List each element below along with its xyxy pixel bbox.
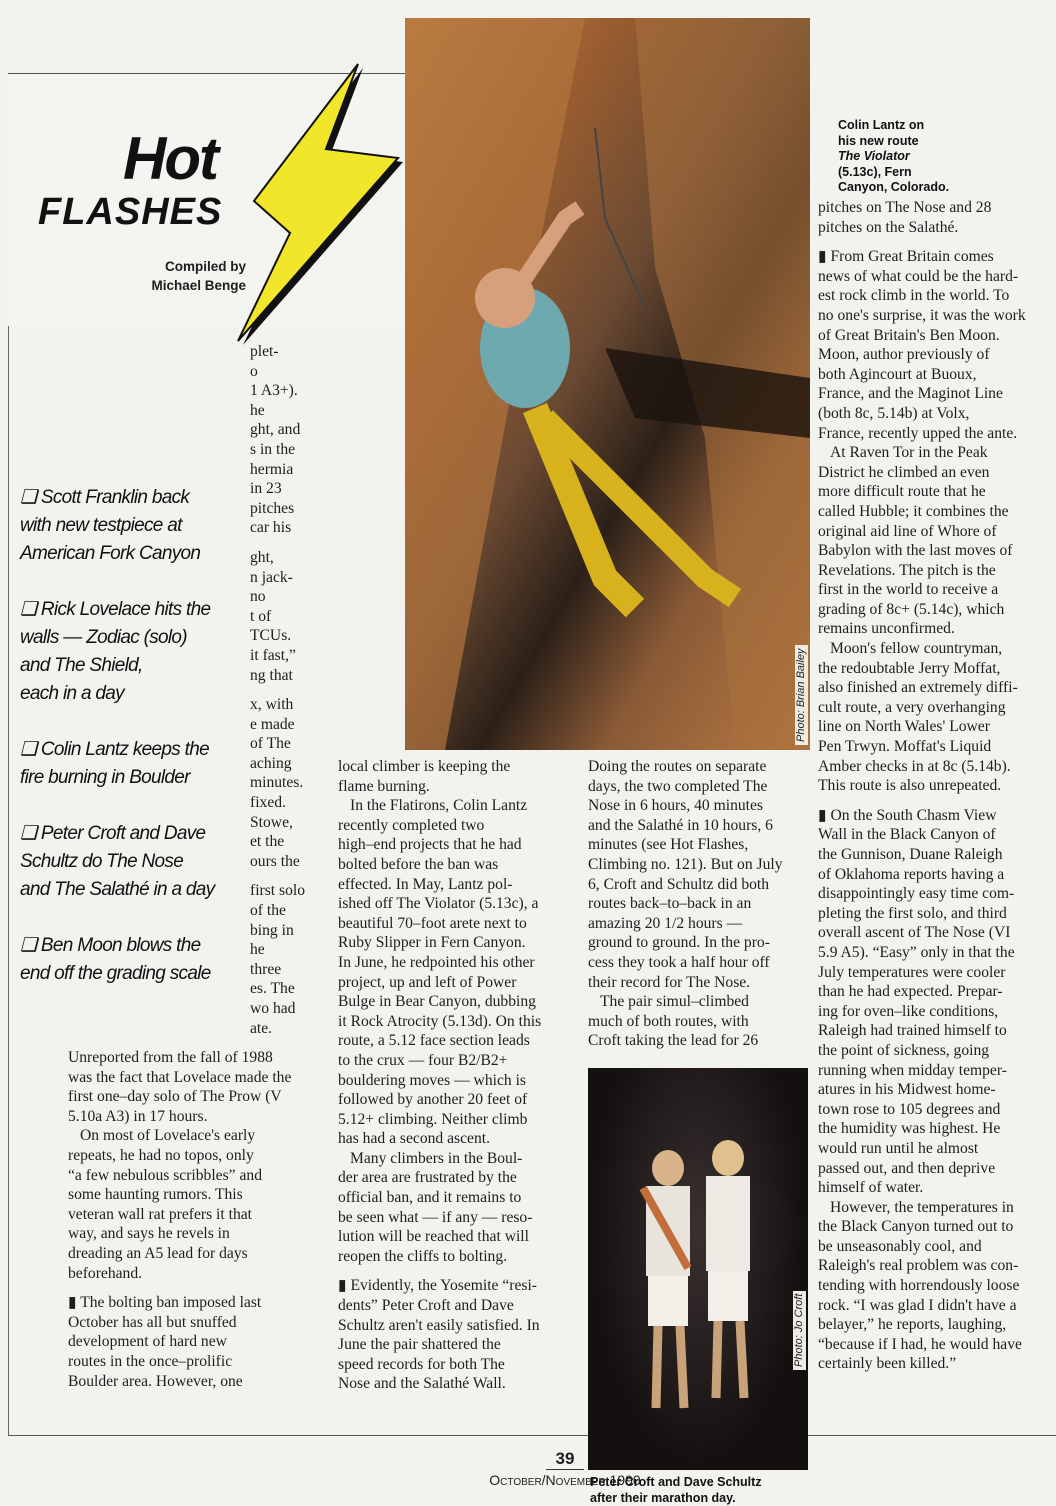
- text-line: their record for The Nose.: [588, 973, 783, 993]
- text-line: lution will be reached that will: [338, 1227, 541, 1247]
- text-line: TCUs.: [250, 626, 305, 646]
- text-line: June the pair shattered the: [338, 1335, 541, 1355]
- text-line: beforehand.: [68, 1264, 291, 1284]
- text-line: grading of 8c+ (5.14c), which: [818, 600, 1026, 620]
- text-line: es. The: [250, 979, 305, 999]
- text-line: days, the two completed The: [588, 777, 783, 797]
- text-line: in 23: [250, 479, 305, 499]
- partial-column: [250, 342, 305, 1038]
- text-line: “because if I had, he would have: [818, 1335, 1026, 1355]
- text-line: both Agincourt at Buoux,: [818, 365, 1026, 385]
- text-line: would run until he almost: [818, 1139, 1026, 1159]
- text-line: 6, Croft and Schultz did both: [588, 875, 783, 895]
- text-line: der area are frustrated by the: [338, 1168, 541, 1188]
- section-header-box: [8, 73, 405, 326]
- text-line: “a few nebulous scribbles” and: [68, 1166, 291, 1186]
- paragraph-gap: [818, 796, 1026, 806]
- photo-croft-schultz: [588, 1068, 808, 1470]
- text-line: ing for oven–like conditions,: [818, 1002, 1026, 1022]
- photo-climber-violator: [405, 18, 810, 750]
- text-line: of Great Britain's Ben Moon.: [818, 326, 1026, 346]
- text-line: high–end projects that he had: [338, 835, 541, 855]
- text-line: dents” Peter Croft and Dave: [338, 1296, 541, 1316]
- text-line: Schultz aren't easily satisfied. In: [338, 1316, 541, 1336]
- text-line: Amber checks in at 8c (5.14b).: [818, 757, 1026, 777]
- text-line: the Black Canyon turned out to: [818, 1217, 1026, 1237]
- text-line: minutes (see Hot Flashes,: [588, 835, 783, 855]
- text-line: he: [250, 940, 305, 960]
- paragraph-gap: [68, 1283, 291, 1293]
- text-line: n jack-: [250, 568, 305, 588]
- page-number: 39: [546, 1449, 585, 1470]
- text-line: At Raven Tor in the Peak: [818, 443, 1026, 463]
- text-line: In June, he redpointed his other: [338, 953, 541, 973]
- article-column-4: [818, 198, 1026, 1374]
- text-line: disappointingly easy time com-: [818, 884, 1026, 904]
- caption-line: Canyon, Colorado.: [838, 180, 949, 196]
- text-line: pitches: [250, 499, 305, 519]
- text-line: bolted before the ban was: [338, 855, 541, 875]
- pull-quote-line: each in a day: [20, 680, 210, 708]
- text-line: The pair simul–climbed: [588, 992, 783, 1012]
- paragraph-gap: [250, 871, 305, 881]
- text-line: be seen what — if any — reso-: [338, 1208, 541, 1228]
- article-column-2: [338, 757, 541, 1394]
- pull-quote: [20, 484, 200, 568]
- text-line: also finished an extremely diffi-: [818, 678, 1026, 698]
- pull-quote-line: with new testpiece at: [20, 512, 200, 540]
- caption-line: The Violator: [838, 149, 949, 165]
- text-line: recently completed two: [338, 816, 541, 836]
- caption-line: after their marathon day.: [590, 1491, 762, 1506]
- text-line: overall ascent of The Nose (VI: [818, 923, 1026, 943]
- caption-line: Colin Lantz on: [838, 118, 949, 134]
- text-line: ▮ On the South Chasm View: [818, 806, 1026, 826]
- text-line: Unreported from the fall of 1988: [68, 1048, 291, 1068]
- text-line: Moon, author previously of: [818, 345, 1026, 365]
- text-line: of The: [250, 734, 305, 754]
- paragraph-gap: [338, 1266, 541, 1276]
- text-line: Babylon with the last moves of: [818, 541, 1026, 561]
- text-line: 1 A3+).: [250, 381, 305, 401]
- caption-line: (5.13c), Fern: [838, 165, 949, 181]
- text-line: ished off The Violator (5.13c), a: [338, 894, 541, 914]
- text-line: official ban, and it remains to: [338, 1188, 541, 1208]
- text-line: no one's surprise, it was the work: [818, 306, 1026, 326]
- pull-quote-line: American Fork Canyon: [20, 540, 200, 568]
- text-line: repeats, he had no topos, only: [68, 1146, 291, 1166]
- pull-quote-line: ❑ Ben Moon blows the: [20, 932, 211, 960]
- pull-quote-line: ❑ Peter Croft and Dave: [20, 820, 214, 848]
- text-line: original aid line of Whore of: [818, 522, 1026, 542]
- text-line: Climbing no. 121). But on July: [588, 855, 783, 875]
- text-line: ground to ground. In the pro-: [588, 933, 783, 953]
- text-line: Bulge in Bear Canyon, dubbing: [338, 992, 541, 1012]
- text-line: Raleigh's real problem was con-: [818, 1256, 1026, 1276]
- text-line: ours the: [250, 852, 305, 872]
- text-line: beautiful 70–foot arete next to: [338, 914, 541, 934]
- text-line: than he had expected. Prepar-: [818, 982, 1026, 1002]
- photo1-caption: [838, 118, 949, 196]
- text-line: car his: [250, 518, 305, 538]
- article-column-3: [588, 757, 783, 1051]
- text-line: Revelations. The pitch is the: [818, 561, 1026, 581]
- text-line: ng that: [250, 666, 305, 686]
- text-line: speed records for both The: [338, 1355, 541, 1375]
- text-line: and the Salathé in 10 hours, 6: [588, 816, 783, 836]
- byline-author: Michael Benge: [148, 276, 246, 295]
- text-line: it Rock Atrocity (5.13d). On this: [338, 1012, 541, 1032]
- caption-line: Peter Croft and Dave Schultz: [590, 1475, 762, 1491]
- text-line: ▮ The bolting ban imposed last: [68, 1293, 291, 1313]
- text-line: veteran wall rat prefers it that: [68, 1205, 291, 1225]
- text-line: be unseasonably cool, and: [818, 1237, 1026, 1257]
- pull-quote: [20, 932, 211, 988]
- text-line: the Gunnison, Duane Raleigh: [818, 845, 1026, 865]
- text-line: hermia: [250, 460, 305, 480]
- text-line: bouldering moves — which is: [338, 1071, 541, 1091]
- text-line: plet-: [250, 342, 305, 362]
- text-line: atures in his Midwest home-: [818, 1080, 1026, 1100]
- text-line: flame burning.: [338, 777, 541, 797]
- text-line: July temperatures were cooler: [818, 963, 1026, 983]
- text-line: routes back–to–back in an: [588, 894, 783, 914]
- text-line: rock. “I was glad I didn't have a: [818, 1296, 1026, 1316]
- text-line: Ruby Slipper in Fern Canyon.: [338, 933, 541, 953]
- pull-quote-line: ❑ Rick Lovelace hits the: [20, 596, 210, 624]
- text-line: local climber is keeping the: [338, 757, 541, 777]
- text-line: project, up and left of Power: [338, 973, 541, 993]
- text-line: October has all but snuffed: [68, 1313, 291, 1333]
- text-line: 5.10a A3) in 17 hours.: [68, 1107, 291, 1127]
- photo-climbers-illustration: [588, 1068, 808, 1470]
- article-column-1: [68, 1048, 291, 1391]
- text-line: Boulder area. However, one: [68, 1372, 291, 1392]
- text-line: France, and the Maginot Line: [818, 384, 1026, 404]
- text-line: pleting the first solo, and third: [818, 904, 1026, 924]
- text-line: was the fact that Lovelace made the: [68, 1068, 291, 1088]
- text-line: cult route, a very overhanging: [818, 698, 1026, 718]
- text-line: news of what could be the hard-: [818, 267, 1026, 287]
- pull-quote-line: walls — Zodiac (solo): [20, 624, 210, 652]
- text-line: three: [250, 960, 305, 980]
- text-line: the point of sickness, going: [818, 1041, 1026, 1061]
- text-line: has had a second ascent.: [338, 1129, 541, 1149]
- text-line: route, a 5.12 face section leads: [338, 1031, 541, 1051]
- text-line: minutes.: [250, 773, 305, 793]
- text-line: followed by another 20 feet of: [338, 1090, 541, 1110]
- text-line: much of both routes, with: [588, 1012, 783, 1032]
- text-line: ate.: [250, 1019, 305, 1039]
- text-line: reopen the cliffs to bolting.: [338, 1247, 541, 1267]
- text-line: running when midday temper-: [818, 1061, 1026, 1081]
- text-line: the redoubtable Jerry Moffat,: [818, 659, 1026, 679]
- byline: [148, 257, 246, 295]
- page-rule-bottom: [8, 1435, 1056, 1436]
- text-line: aching: [250, 754, 305, 774]
- text-line: more difficult route that he: [818, 482, 1026, 502]
- text-line: 5.12+ climbing. Neither climb: [338, 1110, 541, 1130]
- text-line: wo had: [250, 999, 305, 1019]
- text-line: effected. In May, Lantz pol-: [338, 875, 541, 895]
- text-line: However, the temperatures in: [818, 1198, 1026, 1218]
- text-line: In the Flatirons, Colin Lantz: [338, 796, 541, 816]
- text-line: s in the: [250, 440, 305, 460]
- text-line: no: [250, 587, 305, 607]
- text-line: Raleigh had trained himself to: [818, 1021, 1026, 1041]
- text-line: France, recently upped the ante.: [818, 424, 1026, 444]
- text-line: (both 8c, 5.14b) at Volx,: [818, 404, 1026, 424]
- text-line: Croft taking the lead for 26: [588, 1031, 783, 1051]
- text-line: development of hard new: [68, 1332, 291, 1352]
- text-line: Nose and the Salathé Wall.: [338, 1374, 541, 1394]
- text-line: dreading an A5 lead for days: [68, 1244, 291, 1264]
- text-line: remains unconfirmed.: [818, 619, 1026, 639]
- pull-quote-line: Schultz do The Nose: [20, 848, 214, 876]
- text-line: Nose in 6 hours, 40 minutes: [588, 796, 783, 816]
- paragraph-gap: [250, 685, 305, 695]
- text-line: of Oklahoma reports having a: [818, 865, 1026, 885]
- text-line: Pen Trwyn. Moffat's Liquid: [818, 737, 1026, 757]
- text-line: Wall in the Black Canyon of: [818, 825, 1026, 845]
- text-line: e made: [250, 715, 305, 735]
- text-line: Doing the routes on separate: [588, 757, 783, 777]
- text-line: est rock climb in the world. To: [818, 286, 1026, 306]
- text-line: Many climbers in the Boul-: [338, 1149, 541, 1169]
- pull-quote: [20, 736, 209, 792]
- text-line: fixed.: [250, 793, 305, 813]
- pull-quote-line: ❑ Scott Franklin back: [20, 484, 200, 512]
- text-line: first in the world to receive a: [818, 580, 1026, 600]
- text-line: o: [250, 362, 305, 382]
- text-line: belayer,” he reports, laughing,: [818, 1315, 1026, 1335]
- byline-label: Compiled by: [148, 257, 246, 276]
- photo-climber-illustration: [405, 18, 810, 750]
- title-flashes: FLASHES: [38, 192, 222, 232]
- paragraph-gap: [818, 237, 1026, 247]
- text-line: himself of water.: [818, 1178, 1026, 1198]
- text-line: to the crux — four B2/B2+: [338, 1051, 541, 1071]
- text-line: the humidity was highest. He: [818, 1119, 1026, 1139]
- text-line: ▮ Evidently, the Yosemite “resi-: [338, 1276, 541, 1296]
- caption-line: his new route: [838, 134, 949, 150]
- text-line: cess they took a half hour off: [588, 953, 783, 973]
- title-hot: Hot: [123, 129, 217, 189]
- page-footer: [0, 1449, 1056, 1488]
- text-line: et the: [250, 832, 305, 852]
- text-line: bing in: [250, 921, 305, 941]
- text-line: first one–day solo of The Prow (V: [68, 1087, 291, 1107]
- text-line: some haunting rumors. This: [68, 1185, 291, 1205]
- paragraph-gap: [250, 538, 305, 548]
- photo1-credit: Photo: Brian Bailey: [795, 645, 808, 745]
- photo2-credit: Photo: Jo Croft: [793, 1291, 806, 1370]
- text-line: pitches on the Salathé.: [818, 218, 1026, 238]
- text-line: pitches on The Nose and 28: [818, 198, 1026, 218]
- text-line: amazing 20 1/2 hours —: [588, 914, 783, 934]
- pull-quote-line: fire burning in Boulder: [20, 764, 209, 792]
- text-line: Moon's fellow countryman,: [818, 639, 1026, 659]
- text-line: 5.9 A5). “Easy” only in that the: [818, 943, 1026, 963]
- text-line: first solo: [250, 881, 305, 901]
- text-line: tending with horrendously loose: [818, 1276, 1026, 1296]
- pull-quote-line: end off the grading scale: [20, 960, 211, 988]
- text-line: passed out, and then deprive: [818, 1159, 1026, 1179]
- text-line: of the: [250, 901, 305, 921]
- text-line: town rose to 105 degrees and: [818, 1100, 1026, 1120]
- text-line: he: [250, 401, 305, 421]
- text-line: ght, and: [250, 420, 305, 440]
- text-line: x, with: [250, 695, 305, 715]
- pull-quote-line: ❑ Colin Lantz keeps the: [20, 736, 209, 764]
- text-line: routes in the once–prolific: [68, 1352, 291, 1372]
- text-line: certainly been killed.”: [818, 1354, 1026, 1374]
- text-line: it fast,”: [250, 646, 305, 666]
- text-line: Stowe,: [250, 813, 305, 833]
- text-line: t of: [250, 607, 305, 627]
- text-line: ght,: [250, 548, 305, 568]
- text-line: called Hubble; it combines the: [818, 502, 1026, 522]
- text-line: District he climbed an even: [818, 463, 1026, 483]
- pull-quote: [20, 596, 210, 708]
- pull-quote: [20, 820, 214, 904]
- text-line: This route is also unrepeated.: [818, 776, 1026, 796]
- text-line: line on North Wales' Lower: [818, 717, 1026, 737]
- issue-date: October/November 1990: [0, 1472, 1056, 1488]
- text-line: ▮ From Great Britain comes: [818, 247, 1026, 267]
- pull-quote-line: and The Salathé in a day: [20, 876, 214, 904]
- text-line: On most of Lovelace's early: [68, 1126, 291, 1146]
- text-line: way, and says he revels in: [68, 1224, 291, 1244]
- pull-quote-line: and The Shield,: [20, 652, 210, 680]
